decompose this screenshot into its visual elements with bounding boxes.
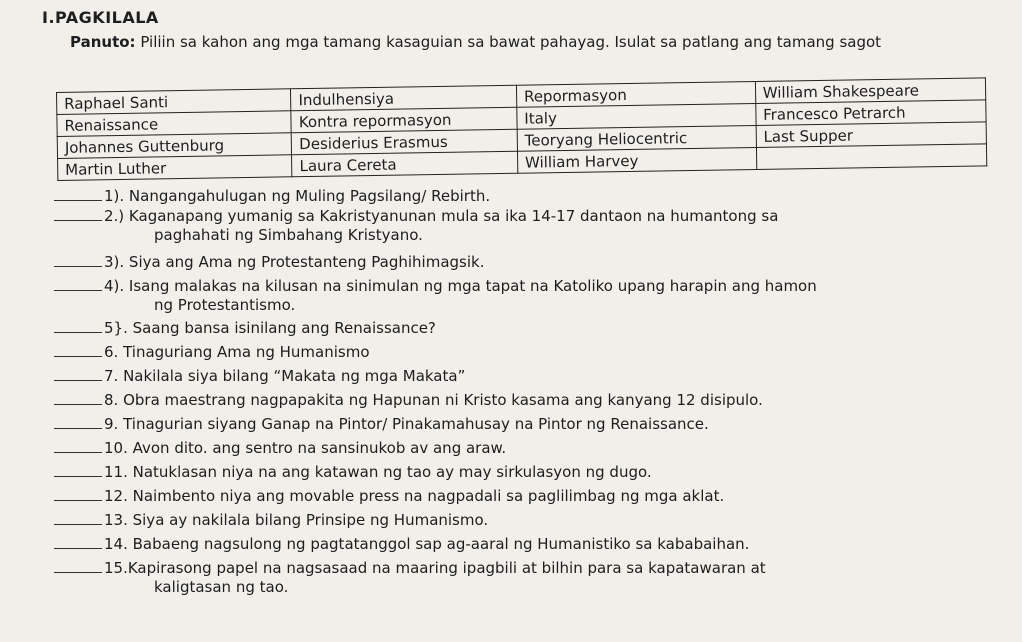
question-text: 1). Nangangahulugan ng Muling Pagsilang/ Rebirth. [104, 187, 491, 205]
choice-cell: Johannes Guttenburg [57, 133, 292, 159]
question-continuation: ng Protestantismo. [154, 296, 296, 314]
question-text: 8. Obra maestrang nagpapakita ng Hapunan ni Kristo kasama ang kanyang 12 disipulo. [104, 391, 763, 409]
question-item [54, 534, 749, 554]
answer-blank[interactable] [54, 206, 102, 221]
answer-blank[interactable] [54, 414, 102, 429]
instruction-label: Panuto: [70, 33, 136, 51]
question-item [54, 390, 763, 410]
choice-cell: Desiderius Erasmus [292, 129, 518, 155]
instructions [70, 32, 970, 52]
question-text: 3). Siya ang Ama ng Protestanteng Paghihimagsik. [104, 253, 485, 271]
answer-blank[interactable] [54, 438, 102, 453]
choice-cell: Last Supper [756, 122, 987, 148]
question-text: 14. Babaeng nagsulong ng pagtatanggol sap ag-aaral ng Humanistiko sa kababaihan. [104, 535, 750, 553]
question-text: 2.) Kaganapang yumanig sa Kakristyanunan mula sa ika 14-17 dantaon na humantong sa [104, 207, 779, 225]
question-item [54, 366, 465, 386]
choice-cell: Teoryang Heliocentric [517, 126, 756, 152]
instruction-text: Piliin sa kahon ang mga tamang kasaguian sa bawat pahayag. Isulat sa patlang ang tamang sagot [140, 33, 882, 51]
question-item [54, 252, 484, 272]
question-continuation: kaligtasan ng tao. [154, 578, 289, 596]
answer-blank[interactable] [54, 558, 102, 573]
section-title: I.PAGKILALA [42, 8, 159, 27]
choice-cell: Kontra repormasyon [291, 107, 517, 133]
answer-blank[interactable] [54, 510, 102, 525]
question-text: 9. Tinagurian siyang Ganap na Pintor/ Pinakamahusay na Pintor ng Renaissance. [104, 415, 709, 433]
question-text: 12. Naimbento niya ang movable press na nagpadali sa paglilimbag ng mga aklat. [104, 487, 725, 505]
choice-cell: Francesco Petrarch [755, 100, 986, 126]
question-item [54, 186, 490, 206]
choice-cell: Martin Luther [58, 155, 293, 181]
question-text: 11. Natuklasan niya na ang katawan ng tao ay may sirkulasyon ng dugo. [104, 463, 652, 481]
answer-blank[interactable] [54, 534, 102, 549]
question-item [54, 206, 778, 245]
answer-blank[interactable] [54, 390, 102, 405]
question-continuation: paghahati ng Simbahang Kristyano. [154, 226, 423, 244]
question-item [54, 558, 766, 597]
question-item [54, 342, 370, 362]
answer-blank[interactable] [54, 276, 102, 291]
choice-cell: Renaissance [57, 111, 292, 137]
question-text: 4). Isang malakas na kilusan na sinimulan ng mga tapat na Katoliko upang harapin ang hamon [104, 277, 817, 295]
answer-blank[interactable] [54, 252, 102, 267]
answer-blank[interactable] [54, 186, 102, 201]
choice-cell: Italy [517, 104, 756, 130]
question-item [54, 414, 709, 434]
question-item [54, 276, 817, 315]
question-text: 6. Tinaguriang Ama ng Humanismo [104, 343, 370, 361]
question-text: 13. Siya ay nakilala bilang Prinsipe ng Humanismo. [104, 511, 489, 529]
choice-cell: William Shakespeare [755, 78, 986, 104]
question-text: 10. Avon dito. ang sentro na sansinukob av ang araw. [104, 439, 507, 457]
question-item [54, 438, 506, 458]
choice-cell: Raphael Santi [57, 89, 292, 115]
question-item [54, 318, 436, 338]
choices-box [56, 77, 987, 181]
question-item [54, 510, 488, 530]
choice-cell: Repormasyon [516, 82, 755, 108]
choice-cell: William Harvey [517, 148, 756, 174]
answer-blank[interactable] [54, 318, 102, 333]
question-text: 15.Kapirasong papel na nagsasaad na maaring ipagbili at bilhin para sa kapatawaran at [104, 559, 766, 577]
question-text: 5}. Saang bansa isinilang ang Renaissance? [104, 319, 436, 337]
answer-blank[interactable] [54, 342, 102, 357]
choice-cell: Indulhensiya [291, 85, 517, 111]
choice-cell: Laura Cereta [292, 151, 518, 177]
answer-blank[interactable] [54, 486, 102, 501]
answer-blank[interactable] [54, 366, 102, 381]
choice-cell [756, 144, 987, 170]
question-text: 7. Nakilala siya bilang “Makata ng mga Makata” [104, 367, 466, 385]
answer-blank[interactable] [54, 462, 102, 477]
question-item [54, 486, 724, 506]
question-item [54, 462, 652, 482]
